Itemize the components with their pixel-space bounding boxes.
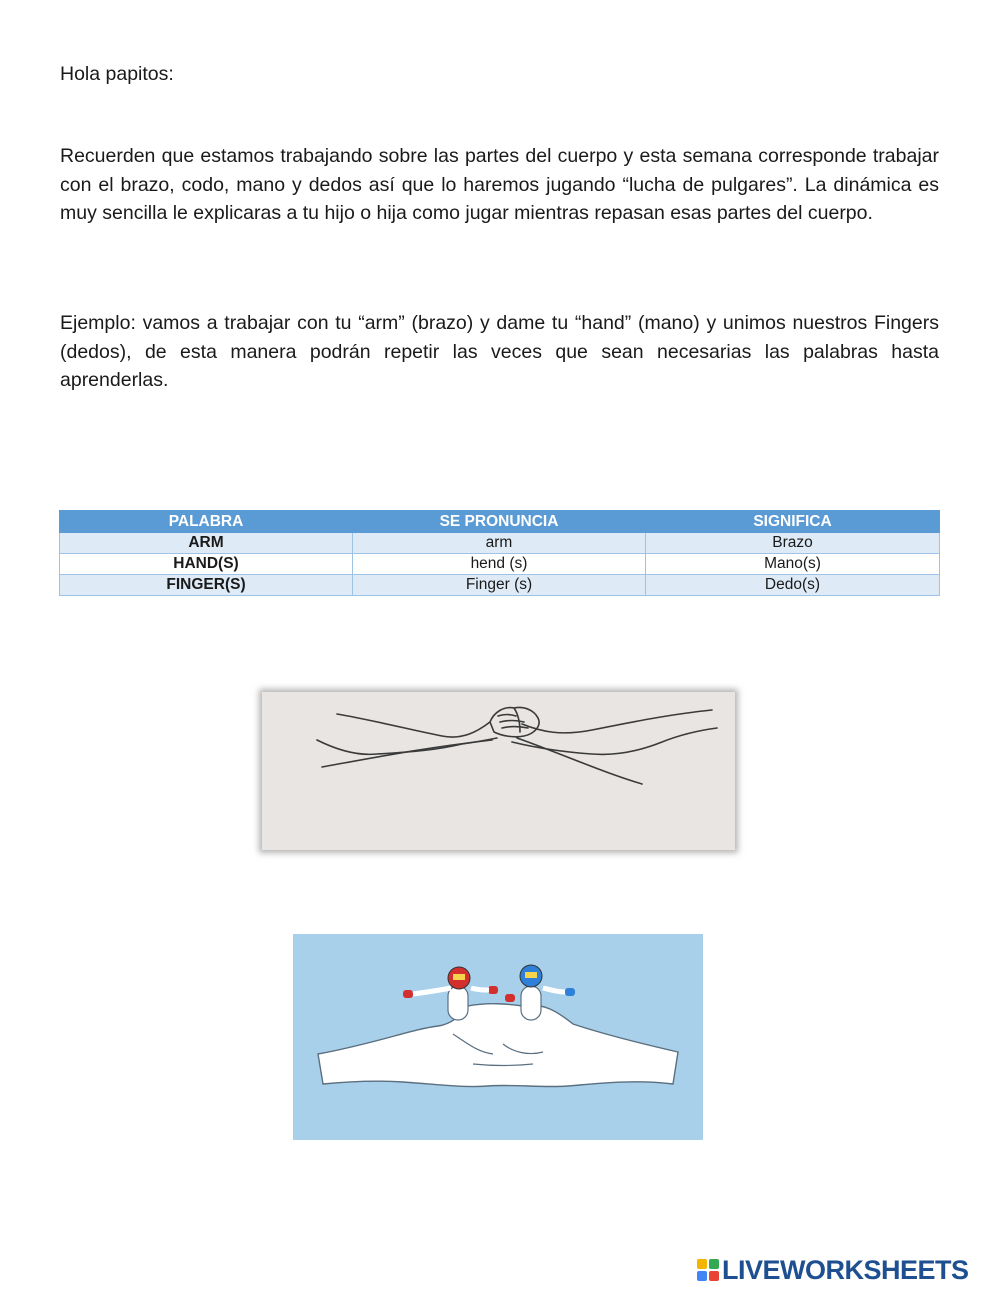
table-header-row: [60, 511, 940, 533]
cell-meaning: Brazo: [646, 533, 940, 554]
header-pronunciation: SE PRONUNCIA: [353, 511, 646, 533]
cell-word: ARM: [60, 533, 353, 554]
greeting: Hola papitos:: [60, 63, 174, 85]
thumb-wrestling-illustration: [293, 934, 703, 1140]
cell-word: FINGER(S): [60, 575, 353, 596]
arm-wrestling-illustration: [262, 692, 735, 850]
cell-word: HAND(S): [60, 554, 353, 575]
vocabulary-table: [59, 510, 940, 596]
table-row: [60, 533, 940, 554]
cell-pronunciation: arm: [353, 533, 646, 554]
cell-pronunciation: hend (s): [353, 554, 646, 575]
header-word: PALABRA: [60, 511, 353, 533]
intro-paragraph: Recuerden que estamos trabajando sobre las partes del cuerpo y esta semana corresponde trabajar con el brazo, codo, mano y dedos así que lo haremos jugando “lucha de pulgares”. La dinámica es muy sencilla le explicaras a tu hijo o hija como jugar mientras repasan esas partes del cuerpo.: [60, 145, 939, 224]
logo-icon: [697, 1259, 719, 1281]
cell-meaning: Mano(s): [646, 554, 940, 575]
logo-text: LIVEWORKSHEETS: [722, 1254, 969, 1285]
table-row: [60, 575, 940, 596]
header-meaning: SIGNIFICA: [646, 511, 940, 533]
cell-pronunciation: Finger (s): [353, 575, 646, 596]
cell-meaning: Dedo(s): [646, 575, 940, 596]
example-paragraph: Ejemplo: vamos a trabajar con tu “arm” (brazo) y dame tu “hand” (mano) y unimos nuestros Fingers (dedos), de esta manera podrán repetir las veces que sean necesarias las palabras hasta aprenderlas.: [60, 312, 939, 391]
table-row: [60, 554, 940, 575]
liveworksheets-logo: [697, 1255, 969, 1285]
